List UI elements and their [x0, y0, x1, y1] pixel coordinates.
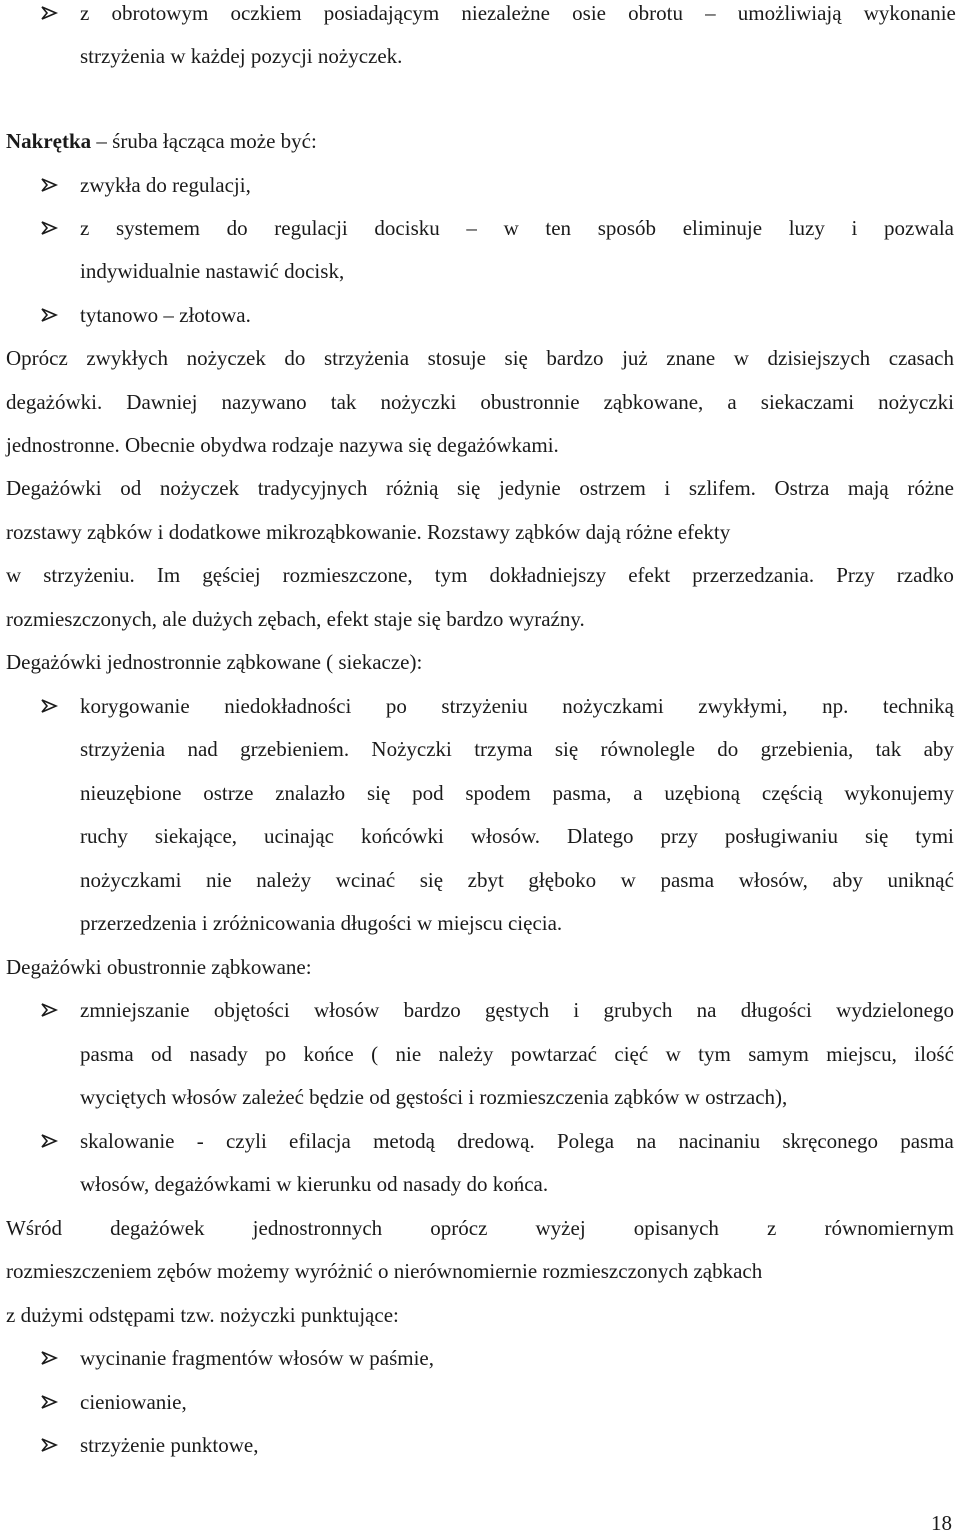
text-line: rozstawy ząbków i dodatkowe mikroząbkowanie. Rozstawy ząbków dają różne efekty — [6, 520, 731, 544]
word: znane — [666, 346, 716, 370]
word: nieuzębione — [80, 781, 182, 805]
list-item — [80, 997, 954, 1023]
arrow-bullet-icon — [38, 1432, 60, 1458]
word: nad — [187, 737, 218, 761]
word: bardzo — [403, 998, 461, 1022]
text-line: jednostronne. Obecnie obydwa rodzaje nazywa się degażówkami. — [6, 433, 559, 457]
word: po — [385, 694, 407, 718]
word: oprócz — [430, 1216, 488, 1240]
word: obrotowym — [111, 1, 209, 25]
word: nacinaniu — [678, 1129, 761, 1153]
word: - — [196, 1129, 204, 1153]
text-line — [80, 867, 954, 893]
word: dredową. — [457, 1129, 535, 1153]
word: i — [851, 216, 858, 240]
word: pasma, — [552, 781, 612, 805]
word: tradycyjnych — [257, 476, 368, 500]
word: siekaczami — [760, 390, 855, 414]
word: nożyczek — [159, 476, 240, 500]
word: obrotu — [628, 1, 683, 25]
text-line — [80, 736, 954, 762]
word: zbyt — [467, 868, 504, 892]
word: nożyczkami — [80, 868, 182, 892]
text-line: strzyżenia w każdej pozycji nożyczek. — [80, 44, 403, 68]
word: Przy — [836, 563, 875, 587]
term-nakretka: Nakrętka — [6, 129, 92, 153]
word: aby — [832, 868, 863, 892]
word: nie — [206, 868, 232, 892]
word: Degażówki — [6, 476, 102, 500]
word: a — [727, 390, 737, 414]
arrow-bullet-icon — [38, 172, 60, 198]
word: się — [504, 346, 528, 370]
word: tym — [434, 563, 468, 587]
word: tak — [875, 737, 902, 761]
word: równolegle — [600, 737, 695, 761]
word: długości — [740, 998, 812, 1022]
word: luzy — [788, 216, 825, 240]
word: pozwala — [884, 216, 954, 240]
word: eliminuje — [682, 216, 763, 240]
text-line: włosów, degażówkami w kierunku od nasady do końca. — [80, 1172, 549, 1196]
word: Polega — [556, 1129, 615, 1153]
word: wykonanie — [863, 1, 956, 25]
arrow-bullet-icon — [38, 1389, 60, 1415]
word: i — [664, 476, 671, 500]
list-item — [80, 215, 954, 241]
word: się — [865, 824, 889, 848]
word: do — [284, 346, 306, 370]
word: trzyma — [474, 737, 533, 761]
word: wydzielonego — [836, 998, 954, 1022]
section-label: Degażówki obustronnie ząbkowane: — [6, 955, 312, 979]
text-line — [6, 1215, 954, 1241]
word: sposób — [597, 216, 657, 240]
text-line — [6, 475, 954, 501]
text-line — [6, 345, 954, 371]
text-line: przerzedzenia i zróżnicowania długości w miejscu cięcia. — [80, 911, 563, 935]
word: Wśród — [6, 1216, 62, 1240]
word: włosów, — [738, 868, 808, 892]
list-item: wycinanie fragmentów włosów w paśmie, — [80, 1346, 434, 1370]
word: spodem — [465, 781, 531, 805]
word: zwykłymi, — [698, 694, 788, 718]
text-line — [6, 562, 954, 588]
word: grubych — [603, 998, 673, 1022]
word: Oprócz — [6, 346, 68, 370]
word: wykonujemy — [844, 781, 954, 805]
word: rzadko — [896, 563, 954, 587]
word: posiadającym — [323, 1, 440, 25]
word: efekt — [628, 563, 671, 587]
word: się — [554, 737, 579, 761]
word: w — [620, 868, 636, 892]
word: w — [6, 563, 22, 587]
word: do — [226, 216, 248, 240]
word: ten — [545, 216, 572, 240]
word: samym — [748, 1042, 809, 1066]
word: docisku — [374, 216, 440, 240]
arrow-bullet-icon — [38, 997, 60, 1023]
word: z — [80, 1, 90, 25]
word: dzisiejszych — [767, 346, 871, 370]
word: dokładniejszy — [489, 563, 607, 587]
word: szlifem. — [688, 476, 756, 500]
word: już — [622, 346, 648, 370]
word: włosów — [313, 998, 380, 1022]
word: nożyczek — [186, 346, 266, 370]
word: się — [366, 781, 391, 805]
word: techniką — [882, 694, 954, 718]
word: jedynie — [498, 476, 561, 500]
word: z — [80, 216, 90, 240]
word: – — [705, 1, 716, 25]
word: w — [503, 216, 519, 240]
word: ( — [371, 1042, 379, 1066]
word: osie — [572, 1, 606, 25]
word: ilość — [914, 1042, 954, 1066]
word: Im — [156, 563, 181, 587]
word: rozmieszczone, — [282, 563, 413, 587]
word: na — [636, 1129, 657, 1153]
word: końce — [303, 1042, 354, 1066]
word: nożyczkami — [562, 694, 664, 718]
text-line: wyciętych włosów zależeć będzie od gęstości i rozmieszczenia ząbków w ostrzach), — [80, 1085, 788, 1109]
word: oczkiem — [230, 1, 302, 25]
text-line: indywidualnie nastawić docisk, — [80, 259, 345, 283]
word: niezależne — [461, 1, 550, 25]
word: strzyżenia — [80, 737, 166, 761]
arrow-bullet-icon — [38, 1128, 60, 1154]
word: zwykłych — [86, 346, 169, 370]
word: nie — [395, 1042, 422, 1066]
word: efilacja — [289, 1129, 351, 1153]
text-line: rozmieszczonych, ale dużych zębach, efekt staje się bardzo wyraźny. — [6, 607, 585, 631]
word: różnią — [385, 476, 439, 500]
word: stosuje — [427, 346, 486, 370]
list-item — [80, 1128, 954, 1154]
word: tym — [698, 1042, 731, 1066]
text-line: rozmieszczeniem zębów możemy wyróżnić o nierównomiernie rozmieszczonych ząbkach — [6, 1259, 763, 1283]
word: od — [151, 1042, 173, 1066]
word: przy — [660, 824, 698, 848]
word: np. — [822, 694, 849, 718]
word: grzebieniem. — [240, 737, 350, 761]
word: – — [466, 216, 477, 240]
word: częścią — [761, 781, 823, 805]
arrow-bullet-icon — [38, 693, 60, 719]
word: przerzedzania. — [692, 563, 815, 587]
word: skalowanie — [80, 1129, 175, 1153]
word: i — [573, 998, 580, 1022]
word: pasma — [660, 868, 715, 892]
word: czyli — [225, 1129, 267, 1153]
arrow-bullet-icon — [38, 1345, 60, 1371]
word: cięć — [614, 1042, 649, 1066]
word: obustronnie — [480, 390, 580, 414]
word: do — [717, 737, 739, 761]
list-item: cieniowanie, — [80, 1390, 187, 1414]
text-line: z dużymi odstępami tzw. nożyczki punktujące: — [6, 1303, 399, 1327]
word: skręconego — [782, 1129, 878, 1153]
word: na — [696, 998, 717, 1022]
word: nożyczki — [878, 390, 954, 414]
arrow-bullet-icon — [38, 0, 60, 26]
word: pasma — [900, 1129, 954, 1153]
word: mają — [847, 476, 889, 500]
word: gęściej — [202, 563, 261, 587]
word: ząbkowane, — [603, 390, 704, 414]
word: gęstych — [485, 998, 550, 1022]
word: głęboko — [528, 868, 597, 892]
word: umożliwiają — [737, 1, 842, 25]
word: pasma — [80, 1042, 134, 1066]
word: degażówki. — [6, 390, 103, 414]
word: powtarzać — [510, 1042, 597, 1066]
list-item: strzyżenie punktowe, — [80, 1433, 259, 1457]
word: Nożyczki — [371, 737, 452, 761]
word: wcinać — [335, 868, 396, 892]
word: bardzo — [546, 346, 604, 370]
arrow-bullet-icon — [38, 302, 60, 328]
word: posługiwaniu — [724, 824, 839, 848]
word: systemem — [115, 216, 200, 240]
word: w — [665, 1042, 681, 1066]
word: końcówki — [360, 824, 444, 848]
arrow-bullet-icon — [38, 215, 60, 241]
list-item: tytanowo – złotowa. — [80, 303, 251, 327]
word: tak — [330, 390, 357, 414]
word: zmniejszanie — [80, 998, 190, 1022]
word: pod — [412, 781, 444, 805]
text-line — [6, 389, 954, 415]
word: miejscu, — [826, 1042, 897, 1066]
word: uniknąć — [887, 868, 954, 892]
word: uzębioną — [664, 781, 741, 805]
word: korygowanie — [80, 694, 190, 718]
word: znalazło — [275, 781, 346, 805]
word: różne — [907, 476, 954, 500]
text-line — [80, 823, 954, 849]
word: aby — [923, 737, 954, 761]
text-line — [80, 780, 954, 806]
heading-line — [6, 128, 317, 154]
word: Ostrza — [774, 476, 830, 500]
word: strzyżeniu. — [43, 563, 135, 587]
word: się — [457, 476, 481, 500]
text-line — [80, 0, 956, 26]
word: ostrzem — [579, 476, 646, 500]
word: z — [767, 1216, 777, 1240]
word: regulacji — [274, 216, 348, 240]
word: włosów. — [470, 824, 541, 848]
word: się — [419, 868, 444, 892]
word: degażówek — [110, 1216, 205, 1240]
word: czasach — [888, 346, 954, 370]
word: a — [633, 781, 643, 805]
word: tymi — [915, 824, 954, 848]
text-line — [80, 1041, 954, 1067]
word: ruchy — [80, 824, 128, 848]
word: nasady — [189, 1042, 248, 1066]
word: metodą — [373, 1129, 435, 1153]
word: od — [120, 476, 142, 500]
word: wyżej — [535, 1216, 586, 1240]
word: grzebienia, — [760, 737, 854, 761]
word: należy — [438, 1042, 494, 1066]
word: równomiernym — [824, 1216, 954, 1240]
word: należy — [256, 868, 312, 892]
text-fragment: – śruba łącząca może być: — [91, 129, 317, 153]
word: strzyżeniu — [441, 694, 528, 718]
word: jednostronnych — [252, 1216, 383, 1240]
word: siekające, — [154, 824, 238, 848]
word: niedokładności — [224, 694, 352, 718]
word: nazywano — [221, 390, 307, 414]
page-number: 18 — [931, 1511, 952, 1535]
word: nożyczki — [380, 390, 457, 414]
list-item — [80, 693, 954, 719]
word: Dlatego — [567, 824, 634, 848]
list-item: zwykła do regulacji, — [80, 173, 251, 197]
word: strzyżenia — [323, 346, 410, 370]
word: objętości — [213, 998, 290, 1022]
word: po — [265, 1042, 287, 1066]
section-label: Degażówki jednostronnie ząbkowane ( siekacze): — [6, 650, 423, 674]
word: ucinając — [264, 824, 334, 848]
word: Dawniej — [126, 390, 198, 414]
word: ostrze — [203, 781, 254, 805]
word: w — [733, 346, 749, 370]
word: opisanych — [633, 1216, 719, 1240]
